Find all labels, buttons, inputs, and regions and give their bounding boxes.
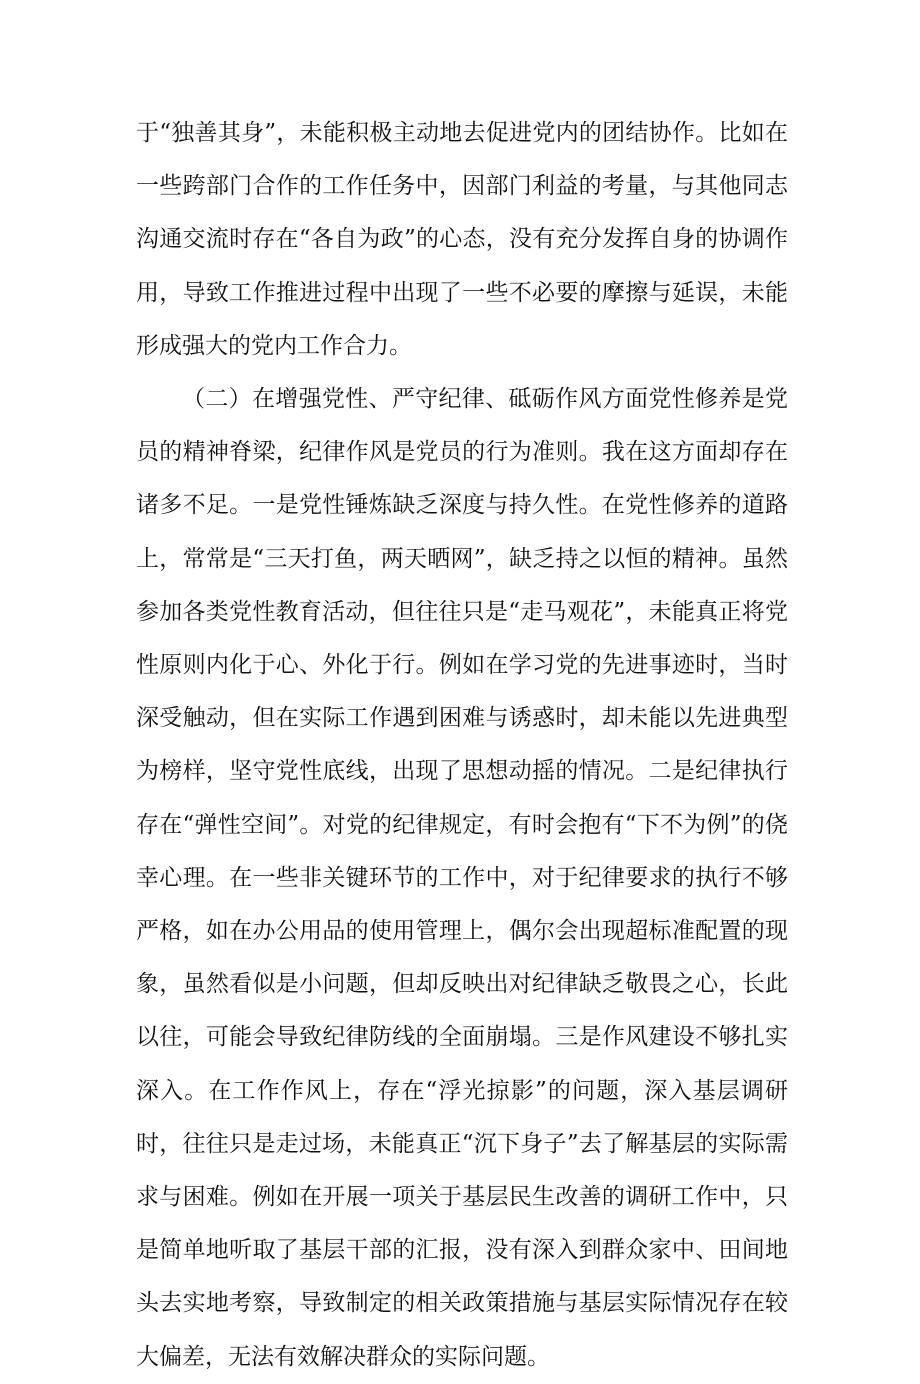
paragraph-section-two: （二）在增强党性、严守纪律、砥砺作风方面党性修养是党员的精神脊梁，纪律作风是党员的行为准则。我在这方面却存在诸多不足。一是党性锤炼缺乏深度与持久性。在党性修养的道路上，常常是“三天打鱼，两天晒网”，缺乏持之以恒的精神。虽然参加各类党性教育活动，但往往只是“走马观花”，未能真正将党性原则内化于心、外化于行。例如在学习党的先进事迹时，当时深受触动，但在实际工作遇到困难与诱惑时，却未能以先进典型为榜样，坚守党性底线，出现了思想动摇的情况。二是纪律执行存在“弹性空间”。对党的纪律规定，有时会抱有“下不为例”的侥幸心理。在一些非关键环节的工作中，对于纪律要求的执行不够严格，如在办公用品的使用管理上，偶尔会出现超标准配置的现象，虽然看似是小问题，但却反映出对纪律缺乏敬畏之心，长此以往，可能会导致纪律防线的全面崩塌。三是作风建设不够扎实深入。在工作作风上，存在“浮光掠影”的问题，深入基层调研时，往往只是走过场，未能真正“沉下身子”去了解基层的实际需求与困难。例如在开展一项关于基层民生改善的调研工作中，只是简单地听取了基层干部的汇报，没有深入到群众家中、田间地头去实地考察，导致制定的相关政策措施与基层实际情况存在较大偏差，无法有效解决群众的实际问题。 <box>136 386 788 1370</box>
document-body <box>136 107 788 1384</box>
paragraph-continuation: 于“独善其身”，未能积极主动地去促进党内的团结协作。比如在一些跨部门合作的工作任务中，因部门利益的考量，与其他同志沟通交流时存在“各自为政”的心态，没有充分发挥自身的协调作用，导致工作推进过程中出现了一些不必要的摩擦与延误，未能形成强大的党内工作合力。 <box>136 120 788 359</box>
